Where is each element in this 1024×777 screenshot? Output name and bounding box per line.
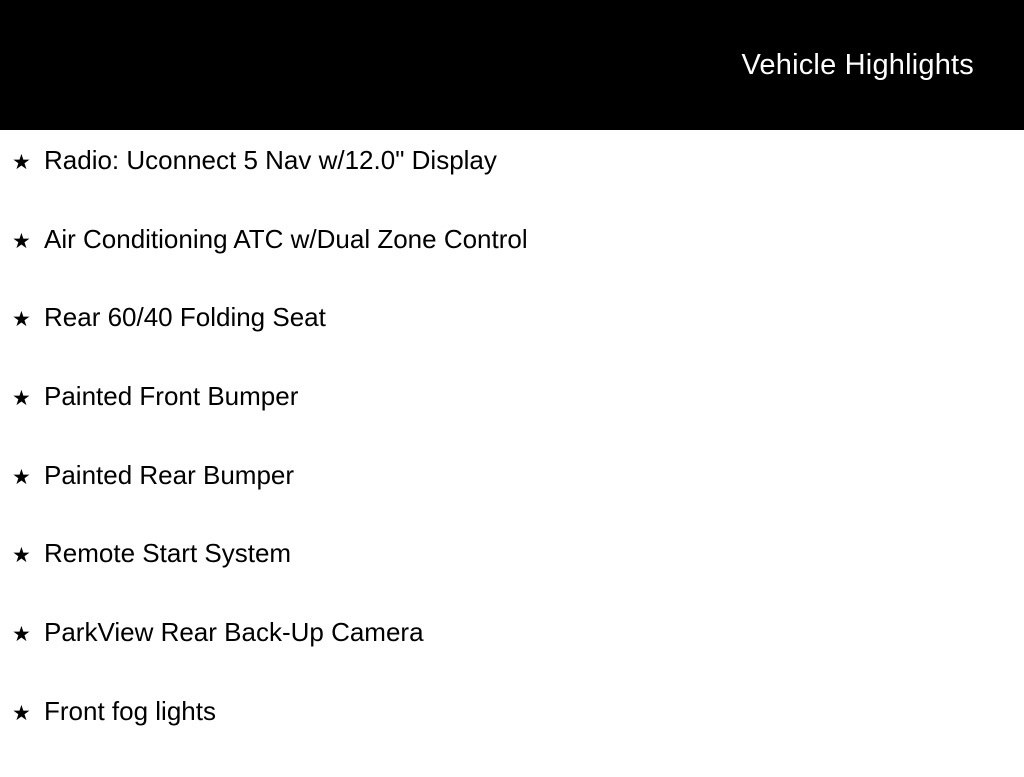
list-item-label: Painted Front Bumper (44, 381, 299, 412)
vehicle-highlights-list (0, 130, 1024, 777)
star-icon: ★ (12, 701, 31, 725)
header-bar (0, 0, 1024, 130)
star-icon: ★ (12, 229, 31, 253)
list-item (0, 304, 1024, 383)
star-icon: ★ (12, 465, 31, 489)
list-item (0, 383, 1024, 462)
list-item (0, 459, 1024, 541)
list-item (0, 619, 1024, 698)
page-title: Vehicle Highlights (741, 48, 974, 81)
star-icon: ★ (12, 387, 31, 411)
list-item-label: Air Conditioning ATC w/Dual Zone Control (44, 223, 528, 254)
star-icon: ★ (12, 308, 31, 332)
list-item (0, 147, 1024, 226)
list-item-label: Remote Start System (44, 538, 292, 569)
list-item (0, 223, 1024, 305)
star-icon: ★ (12, 151, 31, 174)
list-item-label: Front fog lights (44, 695, 216, 726)
list-item (0, 695, 1024, 777)
star-icon: ★ (12, 544, 31, 568)
list-item-label: Radio: Uconnect 5 Nav w/12.0" Display (44, 145, 497, 175)
list-item-label: Rear 60/40 Folding Seat (44, 302, 326, 333)
star-icon: ★ (12, 623, 31, 647)
list-item-label: Painted Rear Bumper (44, 459, 295, 490)
list-item (0, 540, 1024, 619)
list-item-label: ParkView Rear Back-Up Camera (44, 617, 424, 648)
